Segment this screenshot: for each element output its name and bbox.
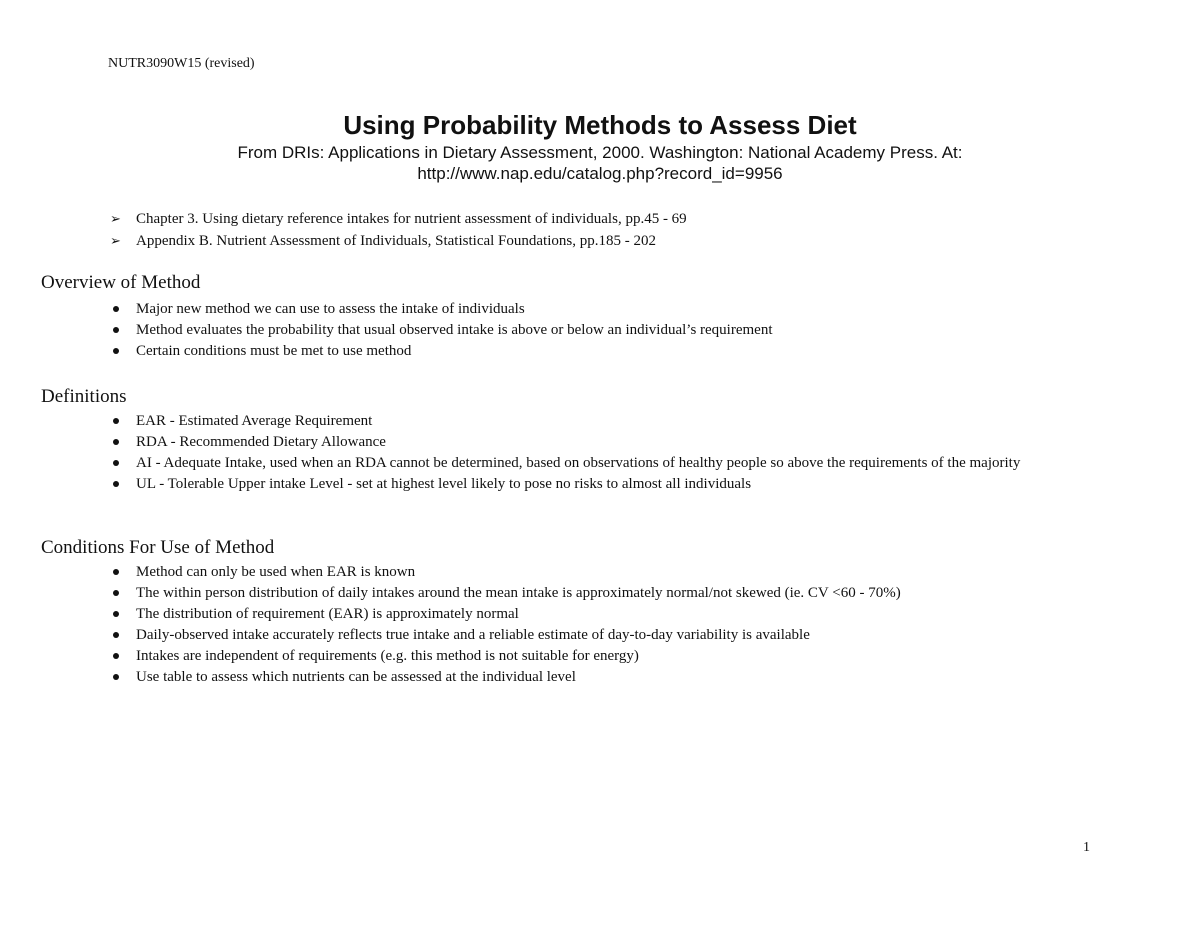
overview-heading: Overview of Method [41,272,201,293]
bullet-icon [113,306,119,312]
bullet-icon [113,590,119,596]
list-item [110,453,1070,473]
list-item-text: Intakes are independent of requirements (e.g. this method is not suitable for energy) [136,648,639,664]
list-item [110,625,1070,645]
list-item-text: The distribution of requirement (EAR) is approximately normal [136,606,519,622]
document-title: Using Probability Methods to Assess Diet [343,110,857,140]
overview-list [110,299,1070,362]
arrow-bullet-icon: ➢ [110,233,121,248]
list-item [110,667,1070,687]
list-item-text: The within person distribution of daily intakes around the mean intake is approximately normal/not skewed (ie. CV <60 - 70%) [136,585,901,601]
arrow-bullet-icon: ➢ [110,211,121,226]
list-item-text: EAR - Estimated Average Requirement [136,413,373,429]
list-item-text: AI - Adequate Intake, used when an RDA cannot be determined, based on observations of healthy people so above the requirements of the majority [136,455,1021,471]
list-item [110,562,1070,582]
conditions-list [110,562,1070,688]
list-item-text: UL - Tolerable Upper intake Level - set at highest level likely to pose no risks to almost all individuals [136,476,752,492]
list-item-text: Major new method we can use to assess the intake of individuals [136,301,525,317]
definitions-list [110,411,1070,495]
list-item-text: Certain conditions must be met to use method [136,343,412,359]
list-item-text: Method can only be used when EAR is known [136,564,416,580]
list-item-text: RDA - Recommended Dietary Allowance [136,434,386,450]
list-item [110,320,1070,340]
bullet-icon [113,653,119,659]
reference-list [110,208,1110,252]
bullet-icon [113,632,119,638]
list-item-text: Method evaluates the probability that usual observed intake is above or below an individual’s requirement [136,322,773,338]
list-item-text: Daily-observed intake accurately reflects true intake and a reliable estimate of day-to-day variability is available [136,627,810,643]
bullet-icon [113,611,119,617]
bullet-icon [113,327,119,333]
reference-text: Appendix B. Nutrient Assessment of Individuals, Statistical Foundations, pp.185 - 202 [136,233,656,249]
bullet-icon [113,569,119,575]
bullet-icon [113,348,119,354]
title-block [0,108,1200,184]
list-item [110,299,1070,319]
list-item [110,341,1070,361]
source-url: http://www.nap.edu/catalog.php?record_id=9956 [417,164,783,183]
list-item [110,411,1070,431]
bullet-icon [113,481,119,487]
list-item [110,432,1070,452]
reference-item [110,208,1110,230]
list-item-text: Use table to assess which nutrients can be assessed at the individual level [136,669,576,685]
bullet-icon [113,674,119,680]
definitions-heading: Definitions [41,386,127,407]
bullet-icon [113,439,119,445]
reference-text: Chapter 3. Using dietary reference intakes for nutrient assessment of individuals, pp.45 - 69 [136,211,687,227]
list-item [110,646,1070,666]
reference-item [110,230,1110,252]
bullet-icon [113,460,119,466]
header-note: NUTR3090W15 (revised) [108,56,255,71]
source-citation: From DRIs: Applications in Dietary Assessment, 2000. Washington: National Academy Press. At: [237,143,963,162]
list-item [110,474,1070,494]
list-item [110,583,1070,603]
conditions-heading: Conditions For Use of Method [41,537,275,558]
page-number: 1 [1083,840,1090,855]
bullet-icon [113,418,119,424]
list-item [110,604,1070,624]
